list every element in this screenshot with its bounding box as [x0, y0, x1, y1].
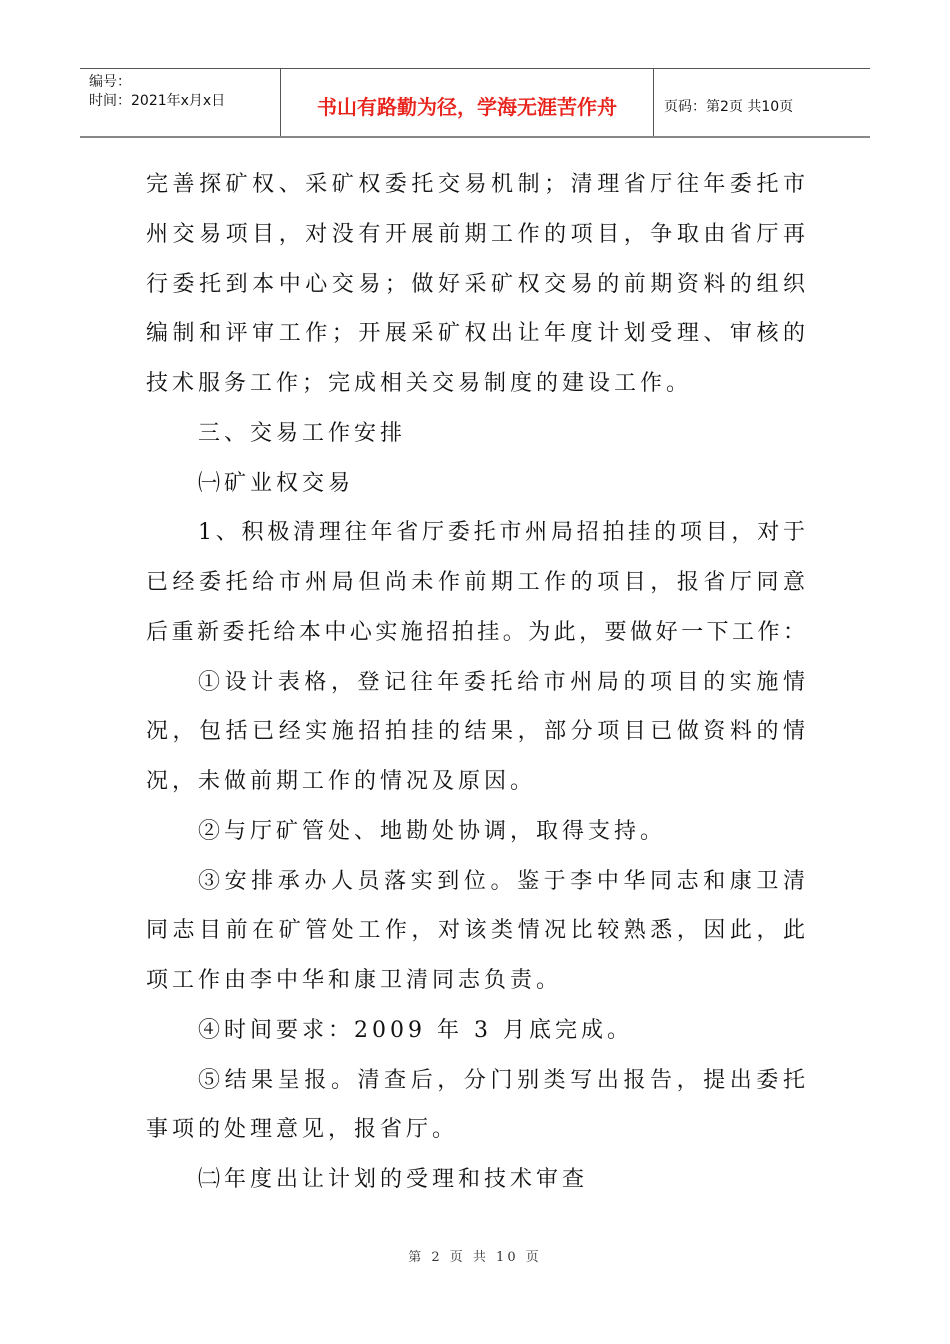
- text-line: 编制和评审工作；开展采矿权出让年度计划受理、审核的: [146, 321, 805, 347]
- motto: 书山有路勤为径，学海无涯苦作舟: [281, 69, 654, 136]
- document-body: [146, 160, 805, 1205]
- text-line: 事项的处理意见，报省厅。: [146, 1117, 459, 1143]
- text-line: 项工作由李中华和康卫清同志负责。: [146, 968, 563, 993]
- text-line: 1、积极清理往年省厅委托市州局招拍挂的项目，对于: [198, 520, 805, 546]
- time-label: 时间：2021年x月x日: [89, 93, 226, 109]
- text-line: 同志目前在矿管处工作，对该类情况比较熟悉，因此，此: [146, 918, 805, 944]
- text-line: 况，未做前期工作的情况及原因。: [146, 769, 537, 794]
- text-line: 技术服务工作；完成相关交易制度的建设工作。: [146, 371, 693, 396]
- page-footer: 第 2 页 共 10 页: [408, 1250, 542, 1265]
- text-line: 完善探矿权、采矿权委托交易机制；清理省厅往年委托市: [146, 172, 805, 197]
- text-line: 况，包括已经实施招拍挂的结果，部分项目已做资料的情: [146, 719, 805, 745]
- document-header: [80, 68, 870, 138]
- text-line: 三、交易工作安排: [198, 420, 407, 446]
- text-line: ㈡年度出让计划的受理和技术审查: [198, 1167, 589, 1192]
- text-line: 后重新委托给本中心实施招拍挂。为此，要做好一下工作：: [146, 619, 805, 645]
- text-line: 行委托到本中心交易；做好采矿权交易的前期资料的组织: [146, 271, 805, 297]
- text-line: ①设计表格，登记往年委托给市州局的项目的实施情: [198, 669, 805, 695]
- text-line: 已经委托给市州局但尚未作前期工作的项目，报省厅同意: [146, 570, 805, 595]
- number-label: 编号：: [89, 74, 131, 90]
- text-line: ③安排承办人员落实到位。鉴于李中华同志和康卫清: [198, 868, 805, 894]
- page-info: 页码：第2页 共10页: [664, 98, 794, 115]
- text-line: ⑤结果呈报。清查后，分门别类写出报告，提出委托: [198, 1067, 805, 1093]
- header-meta-cell: [80, 69, 281, 136]
- text-line: ④时间要求：2009 年 3 月底完成。: [198, 1017, 633, 1043]
- text-line: ②与厅矿管处、地勘处协调，取得支持。: [198, 818, 667, 844]
- text-line: ㈠矿业权交易: [198, 470, 355, 496]
- text-line: 州交易项目，对没有开展前期工作的项目，争取由省厅再: [146, 221, 805, 247]
